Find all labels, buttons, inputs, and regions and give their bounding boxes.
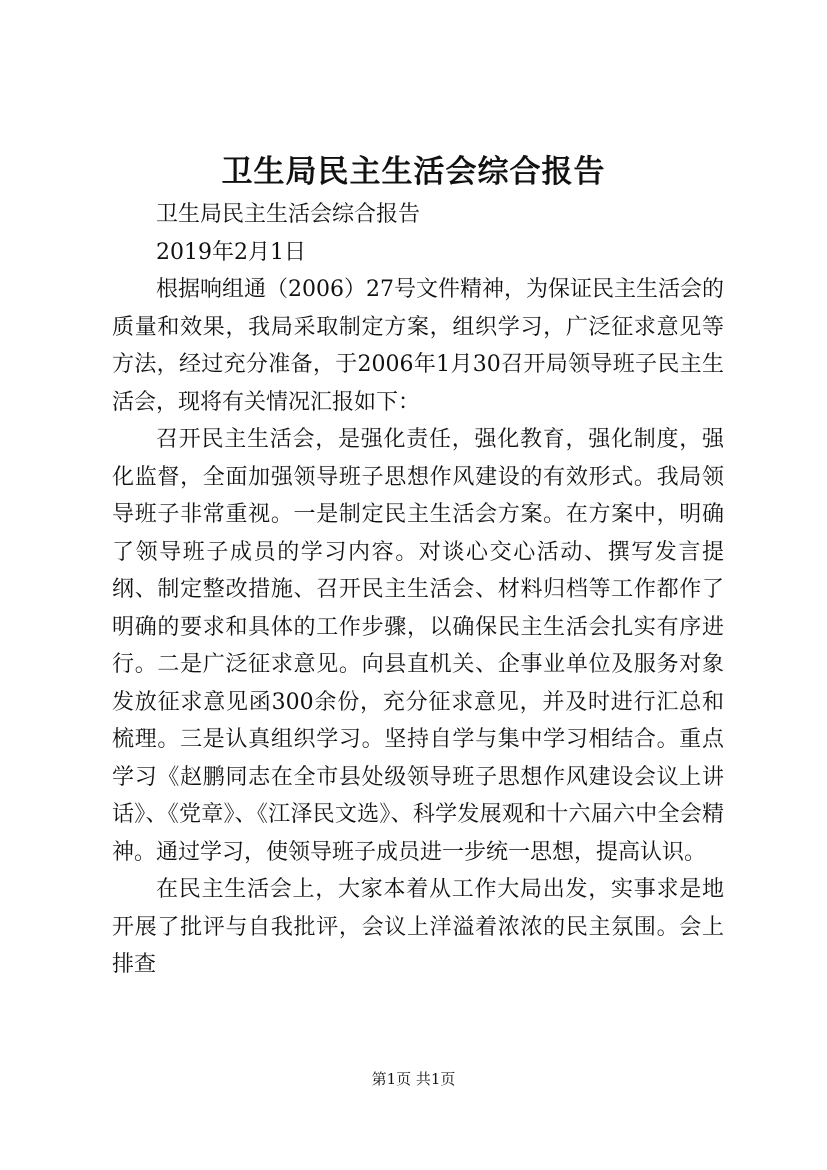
paragraph-1: 根据响组通（2006）27号文件精神，为保证民主生活会的质量和效果，我局采取制定方案，组织学习，广泛征求意见等方法，经过充分准备，于2006年1月30召开局领导班子民主生活会，现将有关情况汇报如下： <box>112 277 724 415</box>
page-footer: 第1页 共1页 <box>371 1070 456 1088</box>
paragraph-2: 召开民主生活会，是强化责任，强化教育，强化制度，强化监督，全面加强领导班子思想作风建设的有效形式。我局领导班子非常重视。一是制定民主生活会方案。在方案中，明确了领导班子成员的学习内容。对谈心交心活动、撰写发言提纲、制定整改措施、召开民主生活会、材料归档等工作都作了明确的要求和具体的工作步骤，以确保民主生活会扎实有序进行。二是广泛征求意见。向县直机关、企事业单位及服务对象发放征求意见函300余份，充分征求意见，并及时进行汇总和梳理。三是认真组织学习。坚持自学与集中学习相结合。重点学习《赵鹏同志在全市县处级领导班子思想作风建设会议上讲话》、《党章》、《江泽民文选》、科学发展观和十六届六中全会精神。通过学习，使领导班子成员进一步统一思想，提高认识。 <box>112 427 724 865</box>
paragraph-3: 在民主生活会上，大家本着从工作大局出发，实事求是地开展了批评与自我批评，会议上洋溢着浓浓的民主氛围。会上排查 <box>112 877 724 977</box>
document-subtitle: 卫生局民主生活会综合报告 <box>156 202 421 227</box>
document-body <box>112 196 724 984</box>
document-date: 2019年2月1日 <box>156 239 306 265</box>
document-title: 卫生局民主生活会综合报告 <box>221 154 606 190</box>
